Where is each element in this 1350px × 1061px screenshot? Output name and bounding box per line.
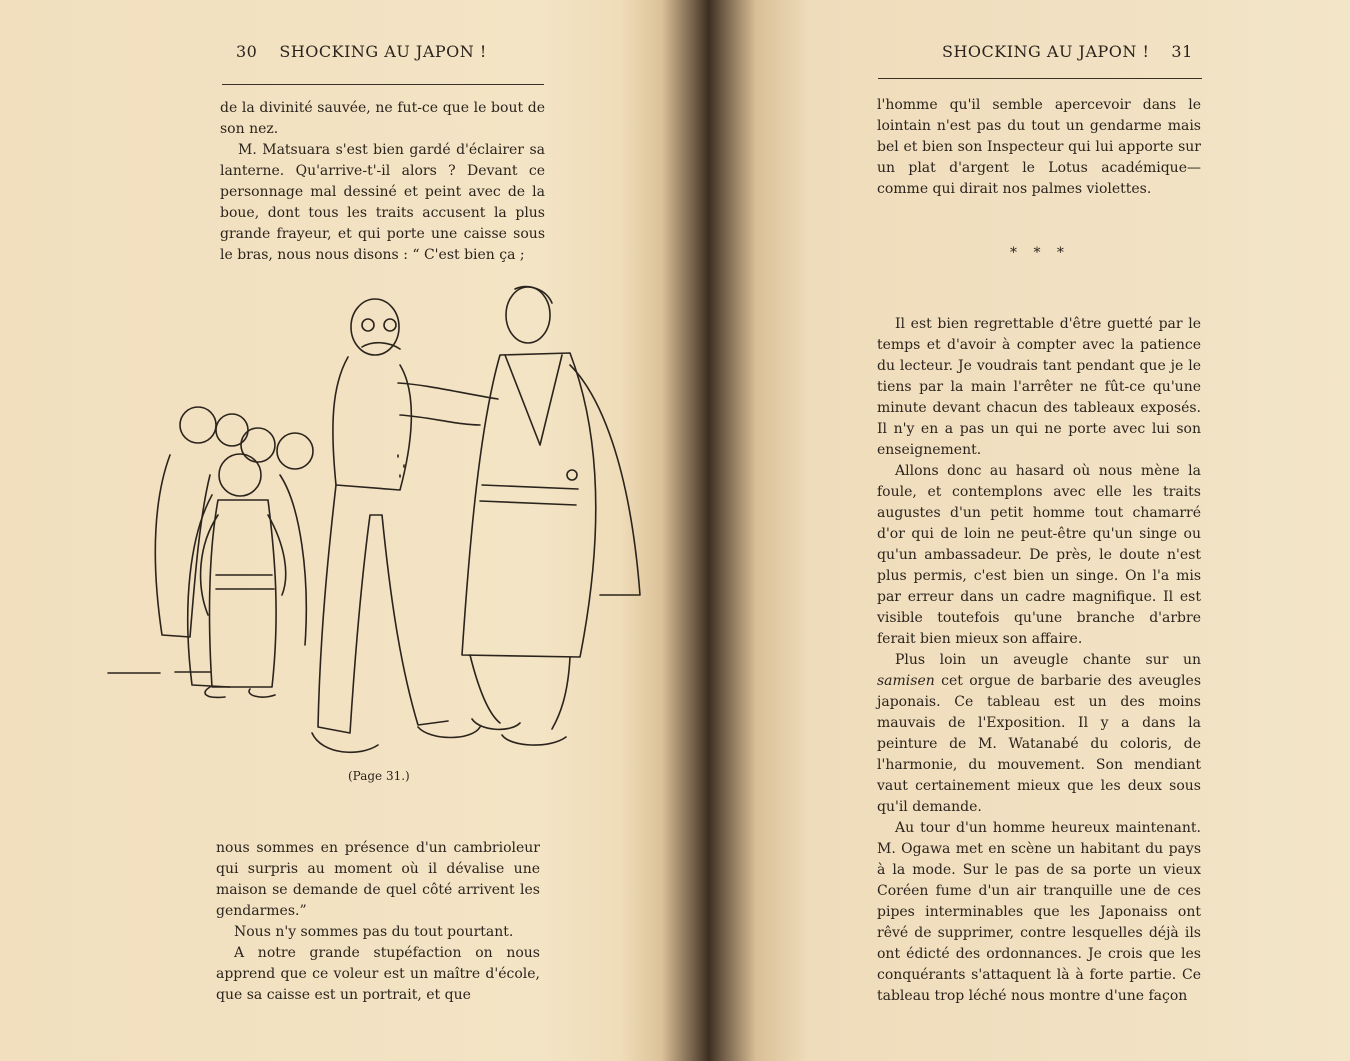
paragraph: Il est bien regrettable d'être guetté par le temps et d'avoir à compter avec la patience du lecteur. Je voudrais tant pendant que je le tiens par la main l'arrêter ne fût-ce qu'une minute devant chacun des tableaux exposés. Il n'y en a pas un qui ne porte avec lui son enseignement. <box>877 316 1201 458</box>
child-feet <box>205 687 275 697</box>
engraving-illustration <box>100 275 690 765</box>
page-number: 31 <box>1171 42 1193 61</box>
child-body <box>155 455 210 637</box>
child-head <box>219 454 261 496</box>
child-head <box>277 433 313 469</box>
kimono-hem <box>470 655 570 729</box>
left-bottom-text <box>216 838 540 1006</box>
kimono-collar <box>505 355 562 445</box>
kimono-crest <box>567 470 577 480</box>
left-top-text <box>220 98 545 266</box>
waistcoat-buttons <box>398 455 404 477</box>
running-title: SHOCKING AU JAPON ! <box>279 42 487 61</box>
man-torso <box>333 357 411 490</box>
man-in-suit <box>312 299 498 752</box>
right-top-text <box>877 95 1201 200</box>
right-page <box>710 0 1350 1061</box>
ground-line <box>108 672 210 673</box>
header-rule <box>878 78 1202 79</box>
man-arm <box>398 383 498 425</box>
child-obi <box>216 575 274 589</box>
glasses <box>362 319 374 331</box>
paragraph: M. Matsuara s'est bien gardé d'éclairer sa lanterne. Qu'arrive-t'-il alors ? Devant ce personnage mal dessiné et peint avec de la boue, dont tous les traits accusent la plus grande frayeur, et qui porte une caisse sous le bras, nous nous disons : “ C'est bien ça ; <box>220 142 545 263</box>
paragraph: nous sommes en présence d'un cambrioleur qui surpris au moment où il dévalise une maison se demande de quel côté arrivent les gendarmes.” <box>216 840 540 919</box>
running-title: SHOCKING AU JAPON ! <box>942 42 1150 61</box>
header-rule <box>222 84 544 85</box>
illustration-caption: (Page 31.) <box>348 769 410 783</box>
kimono-sleeve <box>570 365 640 595</box>
paragraph: Allons donc au hasard où nous mène la foule, et contemplons avec elle les traits augustes d'un petit homme tout chamarré d'or qui de loin ne peut-être qu'un singe ou qu'un ambassadeur. De près, le doute n'est plus permis, c'est bien un singe. On l'a mis par erreur dans un cadre magnifique. Il est visible toutefois qu'une branche d'arbre ferait bien mieux son affaire. <box>877 463 1201 647</box>
child-head <box>216 414 248 446</box>
left-running-head <box>236 42 487 61</box>
section-break-asterisks: * * * <box>1010 245 1070 261</box>
man-head <box>351 299 399 355</box>
child-head <box>241 428 275 462</box>
kimono-man-head <box>506 287 550 343</box>
right-main-text <box>877 314 1201 1007</box>
right-running-head <box>942 42 1193 61</box>
paragraph: A notre grande stupéfaction on nous apprend que ce voleur est un maître d'école, que sa caisse est un portrait, et que <box>216 945 540 1003</box>
man-legs <box>318 485 448 733</box>
child-group <box>155 407 313 697</box>
child-head <box>180 407 216 443</box>
paragraph <box>877 650 1201 818</box>
child-kimono <box>210 500 277 687</box>
italic-term: samisen <box>877 673 935 689</box>
paragraph: l'homme qu'il semble apercevoir dans le lointain n'est pas du tout un gendarme mais bel et bien son Inspecteur qui lui apporte sur un plat d'argent le Lotus académique— comme qui dirait nos palmes violettes. <box>877 97 1201 197</box>
paragraph: de la divinité sauvée, ne fut-ce que le bout de son nez. <box>220 100 545 137</box>
paragraph-text: Plus loin un aveugle chante sur un <box>895 652 1201 668</box>
kimono-feet <box>472 719 566 745</box>
paragraph: Au tour d'un homme heureux maintenant. M. Ogawa met en scène un habitant du pays à la mode. Sur le pas de sa porte un vieux Coréen fume d'un air tranquille une de ces pipes interminables que les Japonaiss ont rêvé de supprimer, contre lesquelles déjà ils ont édicté des ordonnances. Je crois que les conquérants s'attaquent là à forte partie. Ce tableau trop léché nous montre d'une façon <box>877 820 1201 1004</box>
page-number: 30 <box>236 42 258 61</box>
kimono-sash <box>480 485 578 505</box>
glasses <box>384 319 396 331</box>
paragraph: Nous n'y sommes pas du tout pourtant. <box>234 924 514 940</box>
paragraph-text: cet orgue de barbarie des aveugles japonais. Ce tableau est un des moins mauvais de l'Exposition. Il y a dans la peinture de M. Watanabé du coloris, de l'harmonie, du mouvement. Son mendiant vaut certainement mieux que les deux sous qu'il demande. <box>877 673 1201 815</box>
man-in-kimono <box>462 287 640 745</box>
